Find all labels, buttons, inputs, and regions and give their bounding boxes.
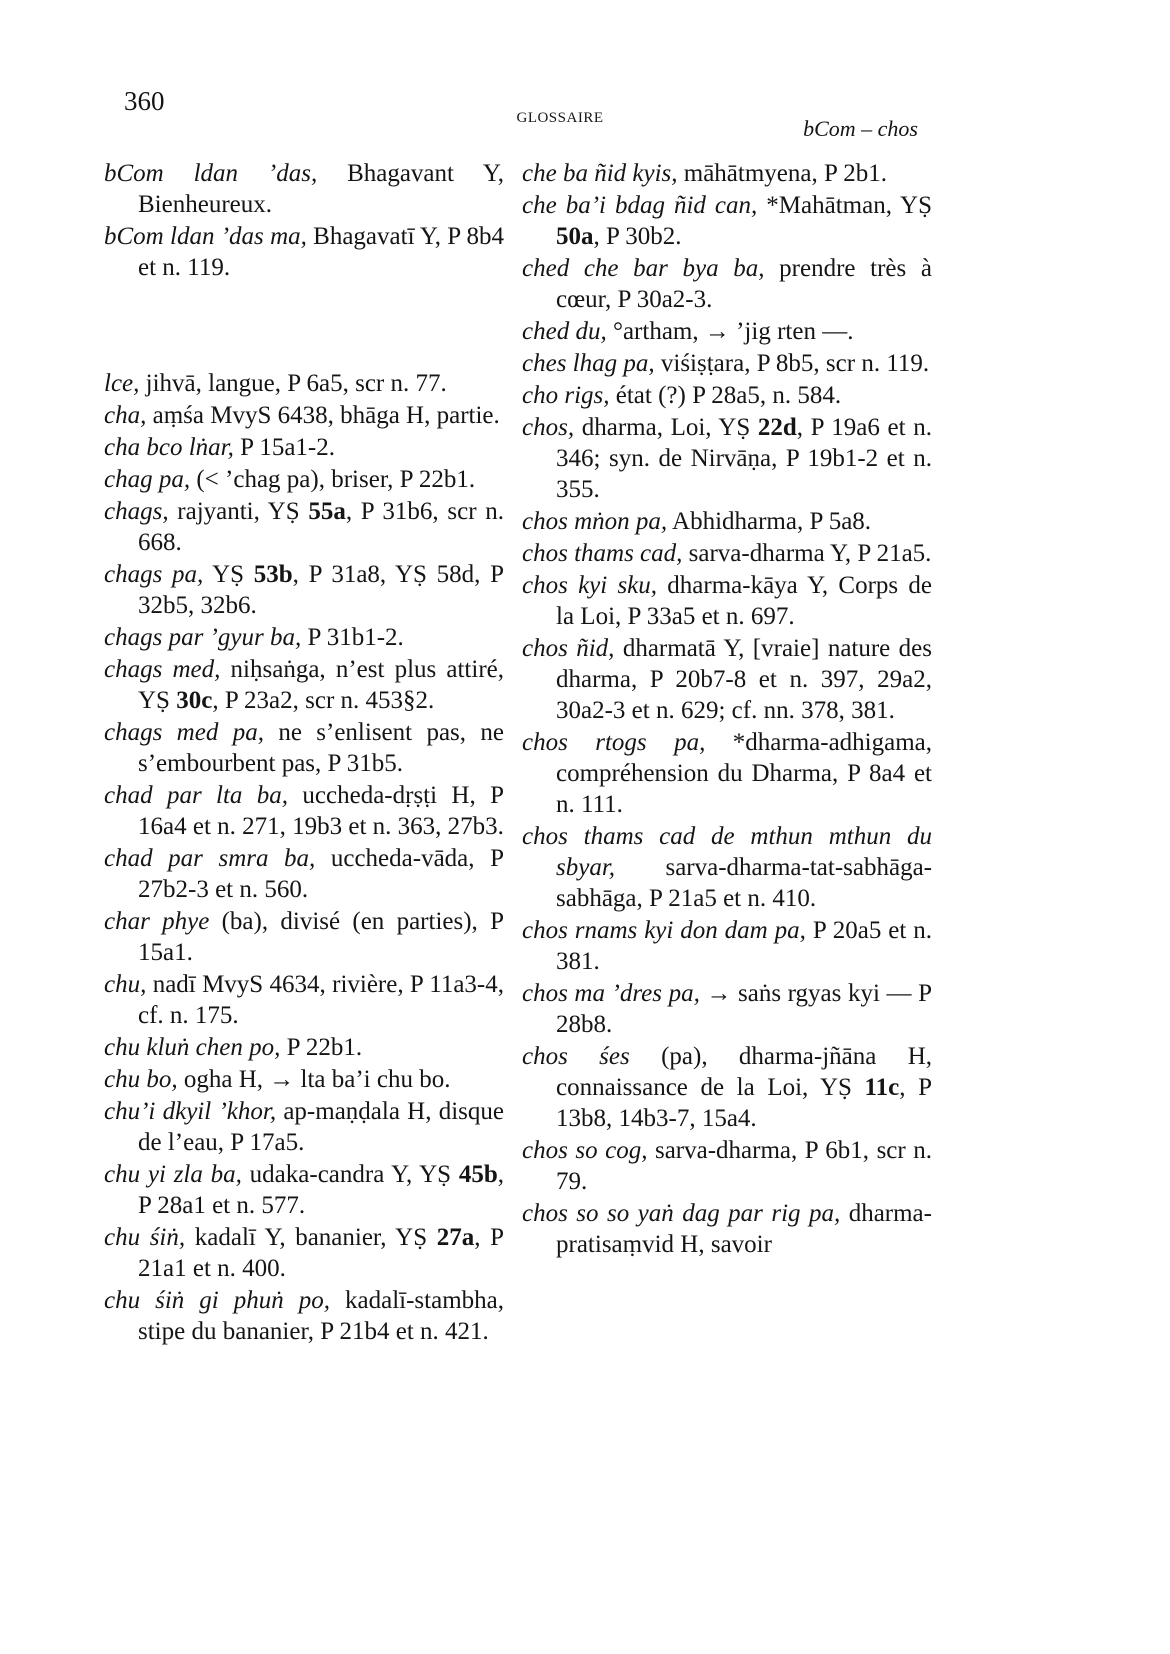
entry-headword: chu yi zla ba, (104, 1161, 242, 1188)
entry-headword: cho rigs, (522, 382, 610, 409)
glossary-entry (104, 1032, 504, 1063)
entry-headword: chag pa, (104, 466, 191, 493)
entry-definition: dharma, Loi, YṢ (574, 414, 758, 441)
glossary-entry (104, 464, 504, 495)
entry-headword: lce, (104, 370, 140, 397)
entry-definition: Bhagavatī Y, P 8b4 et n. 119. (138, 223, 504, 281)
glossary-entry (104, 496, 504, 558)
entry-bold-reference: 45b (458, 1161, 498, 1188)
entry-headword: chad par lta ba, (104, 782, 289, 809)
entry-definition: rajyanti, YṢ (168, 498, 309, 525)
entry-headword: chu’i dkyil ’khor, (104, 1098, 277, 1125)
entry-headword: chos mṅon pa, (522, 508, 668, 535)
entry-headword: chos rtogs pa, (522, 729, 706, 756)
glossary-entry (522, 253, 932, 315)
entry-headword: chos ñid, (522, 635, 615, 662)
glossary-entry (104, 400, 504, 431)
entry-headword: cha bco lṅar, (104, 434, 234, 461)
glossary-entry (522, 190, 932, 252)
page-number: 360 (124, 86, 165, 116)
entry-headword: chags par ’gyur ba, (104, 624, 302, 651)
glossary-entry (522, 1041, 932, 1134)
glossary-entry (522, 506, 932, 537)
glossary-entry (104, 1159, 504, 1221)
glossary-entry (104, 654, 504, 716)
entry-headword: chos ma ’dres pa, (522, 980, 700, 1007)
glossary-entry (104, 1096, 504, 1158)
entry-headword: chad par smra ba, (104, 845, 316, 872)
entry-headword: char phye (104, 908, 210, 935)
glossary-entry (104, 1064, 504, 1095)
entry-definition: (< ’chag pa), briser, P 22b1. (190, 466, 476, 493)
entry-definition: sarva-dharma, P 6b1, scr n. 79. (556, 1137, 932, 1195)
entry-definition: ne s’enlisent pas, ne s’embourbent pas, P 31b5. (138, 719, 504, 777)
entry-definition: kadalī-stambha, stipe du bananier, P 21b4 et n. 421. (138, 1287, 504, 1345)
entry-bold-reference: 53b (253, 561, 293, 588)
glossary-entry (522, 570, 932, 632)
glossary-column-left (104, 158, 504, 1348)
entry-headword: chu kluṅ chen po, (104, 1034, 281, 1061)
entry-definition: *Mahātman, YṢ (757, 192, 932, 219)
entry-bold-reference: 50a (556, 223, 594, 250)
glossary-entry (522, 1135, 932, 1197)
glossary-entry (522, 727, 932, 820)
entry-headword: ches lhag pa, (522, 350, 655, 377)
entry-headword: chos thams cad de mthun mthun du sbyar, (522, 823, 932, 881)
entry-definition: sarva-dharma Y, P 21a5. (682, 540, 932, 567)
entry-definition-continued: , P 28a1 et n. 577. (138, 1161, 504, 1219)
entry-definition: état (?) P 28a5, n. 584. (609, 382, 842, 409)
running-range: bCom – chos (803, 116, 918, 141)
entry-definition: Bhagavant Y, Bienheureux. (138, 160, 504, 218)
entry-definition: kadalī Y, bananier, YṢ (185, 1224, 437, 1251)
entry-definition-continued: , P 31b6, scr n. 668. (138, 498, 504, 556)
glossary-entry (104, 717, 504, 779)
entry-headword: chos kyi sku, (522, 572, 658, 599)
section-gap (104, 284, 504, 368)
entry-headword: chags med pa, (104, 719, 264, 746)
entry-bold-reference: 27a (436, 1224, 475, 1251)
entry-headword: chags, (104, 498, 169, 525)
entry-definition: P 31b1-2. (301, 624, 404, 651)
entry-definition: dharma-kāya Y, Corps de la Loi, P 33a5 et n. 697. (556, 572, 932, 630)
entry-headword: ched du, (522, 318, 607, 345)
entry-headword: chu śiṅ, (104, 1224, 186, 1251)
entry-headword: chu bo, (104, 1066, 178, 1093)
entry-definition: (ba), divisé (en parties), P 15a1. (138, 908, 504, 966)
entry-headword: chos so cog, (522, 1137, 648, 1164)
glossary-column-right (522, 158, 932, 1261)
glossary-entry (104, 1285, 504, 1347)
entry-definition-continued: , P 21a1 et n. 400. (138, 1224, 505, 1282)
entry-definition: P 15a1-2. (233, 434, 336, 461)
entry-definition: jihvā, langue, P 6a5, scr n. 77. (139, 370, 447, 397)
entry-definition-continued: , P 30b2. (593, 223, 682, 250)
entry-definition-continued: , P 31a8, YṢ 58d, P 32b5, 32b6. (138, 561, 505, 619)
entry-bold-reference: 22d (757, 414, 797, 441)
entry-definition: (pa), dharma-jñāna H, connaissance de la Loi, YṢ (556, 1043, 932, 1101)
glossary-entry (104, 1222, 504, 1284)
entry-definition: → saṅs rgyas kyi — P 28b8. (556, 980, 932, 1038)
entry-definition-continued: , P 13b8, 14b3-7, 15a4. (556, 1074, 932, 1132)
entry-headword: che ba’i bdag ñid can, (522, 192, 758, 219)
entry-headword: che ba ñid kyis, (522, 160, 678, 187)
entry-definition: ap-maṇḍala H, disque de l’eau, P 17a5. (138, 1098, 504, 1156)
glossary-entry (522, 538, 932, 569)
entry-headword: ched che bar bya ba, (522, 255, 765, 282)
entry-headword: chu, (104, 971, 147, 998)
entry-definition: māhātmyena, P 2b1. (677, 160, 887, 187)
entry-definition: *dharma-adhigama, compréhension du Dharma, P 8a4 et n. 111. (556, 729, 932, 818)
glossary-entry (104, 221, 504, 283)
entry-definition: viśiṣṭara, P 8b5, scr n. 119. (654, 350, 930, 377)
entry-definition-continued: , P 23a2, scr n. 453§2. (212, 687, 435, 714)
entry-headword: chu śiṅ gi phuṅ po, (104, 1287, 331, 1314)
glossary-entry (522, 380, 932, 411)
glossary-entry (104, 368, 504, 399)
glossary-entry (104, 843, 504, 905)
entry-definition: uccheda-dṛṣṭi H, P 16a4 et n. 271, 19b3 et n. 363, 27b3. (138, 782, 504, 840)
entry-definition: nadī MvyS 4634, rivière, P 11a3-4, cf. n. 175. (138, 971, 504, 1029)
glossary-entry (522, 316, 932, 347)
glossary-entry (522, 821, 932, 914)
entry-headword: chags med, (104, 656, 221, 683)
glossary-entry (104, 432, 504, 463)
glossary-entry (522, 158, 932, 189)
entry-headword: chos rnams kyi don dam pa, (522, 917, 806, 944)
glossary-entry (104, 622, 504, 653)
entry-definition: prendre très à cœur, P 30a2-3. (556, 255, 932, 313)
entry-definition: niḥsaṅga, n’est plus attiré, YṢ (138, 656, 504, 714)
entry-definition: YṢ (203, 561, 254, 588)
entry-bold-reference: 55a (308, 498, 346, 525)
entry-headword: chos thams cad, (522, 540, 683, 567)
glossary-entry (104, 559, 504, 621)
entry-definition: udaka-candra Y, YṢ (241, 1161, 459, 1188)
glossary-entry (522, 1198, 932, 1260)
entry-headword: chags pa, (104, 561, 204, 588)
entry-bold-reference: 30c (176, 687, 213, 714)
glossary-entry (104, 969, 504, 1031)
entry-definition: Abhidharma, P 5a8. (667, 508, 872, 535)
entry-headword: bCom ldan ’das ma, (104, 223, 307, 250)
entry-headword: chos śes (522, 1043, 630, 1070)
entry-headword: chos so so yaṅ dag par rig pa, (522, 1200, 841, 1227)
entry-definition: P 22b1. (280, 1034, 363, 1061)
entry-definition: dharma-pratisaṃvid H, savoir (556, 1200, 932, 1258)
entry-definition: P 20a5 et n. 381. (556, 917, 932, 975)
glossary-entry (104, 906, 504, 968)
entry-definition: aṃśa MvyS 6438, bhāga H, partie. (146, 402, 500, 429)
entry-definition: sarva-dharma-tat-sabhāga-sabhāga, P 21a5 et n. 410. (556, 854, 932, 912)
entry-definition: ogha H, → lta ba’i chu bo. (177, 1066, 451, 1093)
entry-bold-reference: 11c (864, 1074, 900, 1101)
glossary-entry (104, 158, 504, 220)
entry-headword: bCom ldan ’das, (104, 160, 318, 187)
glossary-entry (522, 348, 932, 379)
glossary-entry (522, 412, 932, 505)
glossary-entry (522, 633, 932, 726)
entry-definition: °artham, → ’jig rten —. (606, 318, 854, 345)
running-title: GLOSSAIRE (516, 110, 604, 126)
entry-definition: dharmatā Y, [vraie] nature des dharma, P 20b7-8 et n. 397, 29a2, 30a2-3 et n. 629; cf. nn. 378, 381. (556, 635, 933, 724)
entry-headword: chos, (522, 414, 575, 441)
glossary-entry (522, 915, 932, 977)
entry-definition-continued: , P 19a6 et n. 346; syn. de Nirvāṇa, P 19b1-2 et n. 355. (556, 414, 932, 503)
glossary-entry (104, 780, 504, 842)
entry-headword: cha, (104, 402, 147, 429)
page-edge (1050, 0, 1170, 1654)
entry-definition: uccheda-vāda, P 27b2-3 et n. 560. (138, 845, 504, 903)
glossary-entry (522, 978, 932, 1040)
